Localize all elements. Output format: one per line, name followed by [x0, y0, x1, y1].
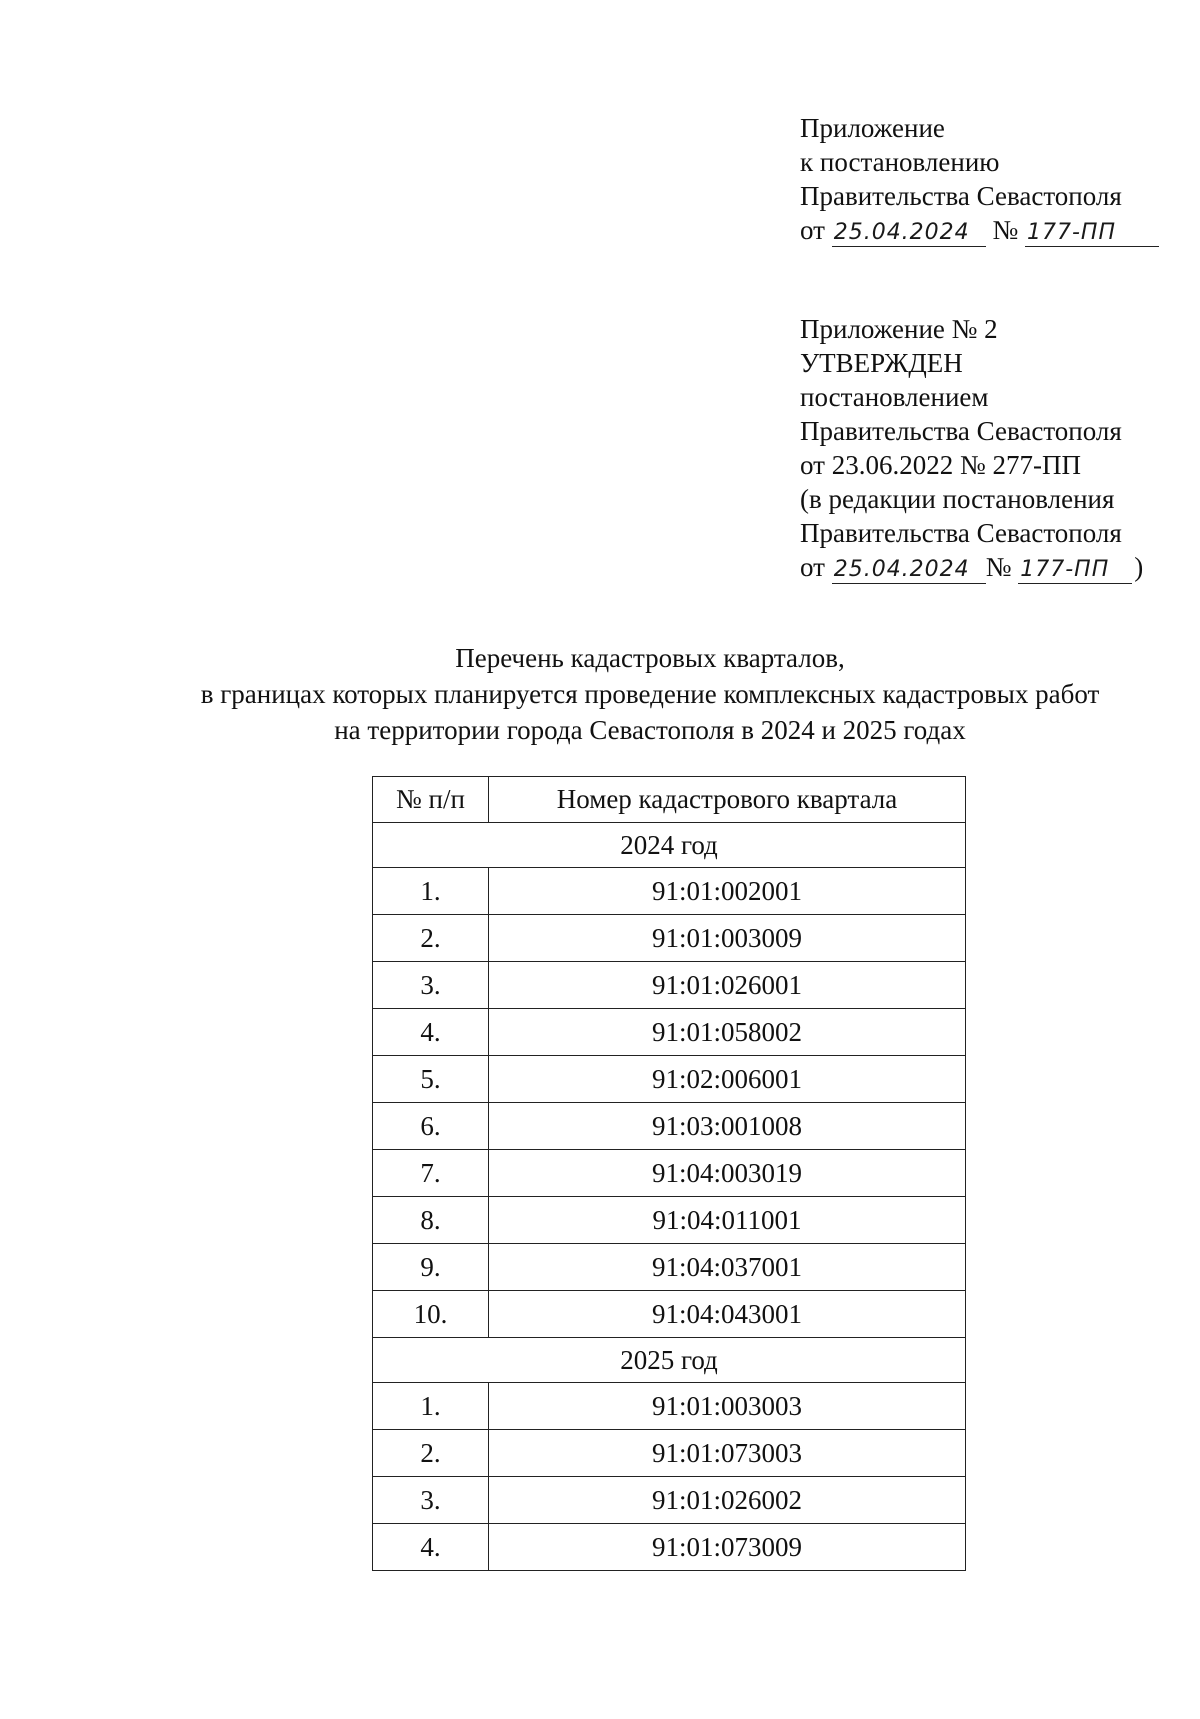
quarter-number: 91:03:001008	[489, 1103, 966, 1150]
row-number: 2.	[373, 915, 489, 962]
approval-original-date: от 23.06.2022 № 277-ПП	[800, 450, 1081, 480]
quarter-number: 91:01:002001	[489, 868, 966, 915]
approval-from-prefix: от	[800, 552, 825, 582]
quarter-number: 91:01:003009	[489, 915, 966, 962]
quarter-number: 91:04:003019	[489, 1150, 966, 1197]
table-row	[373, 1056, 966, 1103]
table-row	[373, 915, 966, 962]
row-number: 1.	[373, 868, 489, 915]
closing-paren: )	[1134, 552, 1144, 582]
quarter-number: 91:01:003003	[489, 1383, 966, 1430]
row-number: 9.	[373, 1244, 489, 1291]
approval-by-resolution: постановлением	[800, 382, 989, 412]
annex-header	[800, 111, 1159, 247]
approval-block	[800, 312, 1143, 584]
annex-from-prefix: от	[800, 215, 825, 245]
quarter-number: 91:04:011001	[489, 1197, 966, 1244]
annex-date-line	[800, 213, 1159, 247]
table-row	[373, 1383, 966, 1430]
table-row	[373, 1103, 966, 1150]
quarter-number: 91:02:006001	[489, 1056, 966, 1103]
quarter-number: 91:01:026001	[489, 962, 966, 1009]
approval-date-line	[800, 550, 1143, 584]
year-label: 2024 год	[373, 823, 966, 868]
approval-government-2: Правительства Севастополя	[800, 518, 1122, 548]
table-row	[373, 1150, 966, 1197]
handwritten-date: 25.04.2024	[832, 220, 986, 247]
quarter-number: 91:04:043001	[489, 1291, 966, 1338]
row-number: 2.	[373, 1430, 489, 1477]
row-number: 5.	[373, 1056, 489, 1103]
table-row	[373, 1197, 966, 1244]
approval-annex-number: Приложение № 2	[800, 314, 998, 344]
title-line-3: на территории города Севастополя в 2024 и 2025 годах	[334, 715, 966, 745]
table-row	[373, 868, 966, 915]
annex-label: Приложение	[800, 113, 945, 143]
handwritten-date-2: 25.04.2024	[832, 557, 986, 584]
row-number: 6.	[373, 1103, 489, 1150]
handwritten-number: 177-ПП	[1025, 220, 1159, 247]
year-row-2025	[373, 1338, 966, 1383]
quarter-number: 91:01:073009	[489, 1524, 966, 1571]
table-row	[373, 1244, 966, 1291]
header-quarter: Номер кадастрового квартала	[489, 777, 966, 823]
row-number: 1.	[373, 1383, 489, 1430]
title-line-1: Перечень кадастровых кварталов,	[455, 643, 845, 673]
table-row	[373, 1524, 966, 1571]
quarter-number: 91:01:073003	[489, 1430, 966, 1477]
row-number: 7.	[373, 1150, 489, 1197]
handwritten-number-2: 177-ПП	[1018, 557, 1132, 584]
number-sign-2: №	[985, 552, 1012, 582]
cadastral-quarters-table	[372, 776, 966, 1571]
row-number: 3.	[373, 962, 489, 1009]
table-row	[373, 962, 966, 1009]
number-sign: №	[992, 215, 1019, 245]
row-number: 8.	[373, 1197, 489, 1244]
document-title	[150, 640, 1150, 748]
year-row-2024	[373, 823, 966, 868]
approval-government: Правительства Севастополя	[800, 416, 1122, 446]
approval-approved: УТВЕРЖДЕН	[800, 348, 963, 378]
row-number: 10.	[373, 1291, 489, 1338]
table-header-row	[373, 777, 966, 823]
row-number: 4.	[373, 1009, 489, 1056]
row-number: 4.	[373, 1524, 489, 1571]
row-number: 3.	[373, 1477, 489, 1524]
title-line-2: в границах которых планируется проведение комплексных кадастровых работ	[200, 679, 1100, 709]
table-row	[373, 1009, 966, 1056]
quarter-number: 91:04:037001	[489, 1244, 966, 1291]
approval-edition: (в редакции постановления	[800, 484, 1115, 514]
annex-government: Правительства Севастополя	[800, 181, 1122, 211]
quarter-number: 91:01:026002	[489, 1477, 966, 1524]
header-number: № п/п	[373, 777, 489, 823]
year-label: 2025 год	[373, 1338, 966, 1383]
table-row	[373, 1477, 966, 1524]
table-row	[373, 1291, 966, 1338]
quarter-number: 91:01:058002	[489, 1009, 966, 1056]
annex-to-resolution: к постановлению	[800, 147, 1000, 177]
table-row	[373, 1430, 966, 1477]
